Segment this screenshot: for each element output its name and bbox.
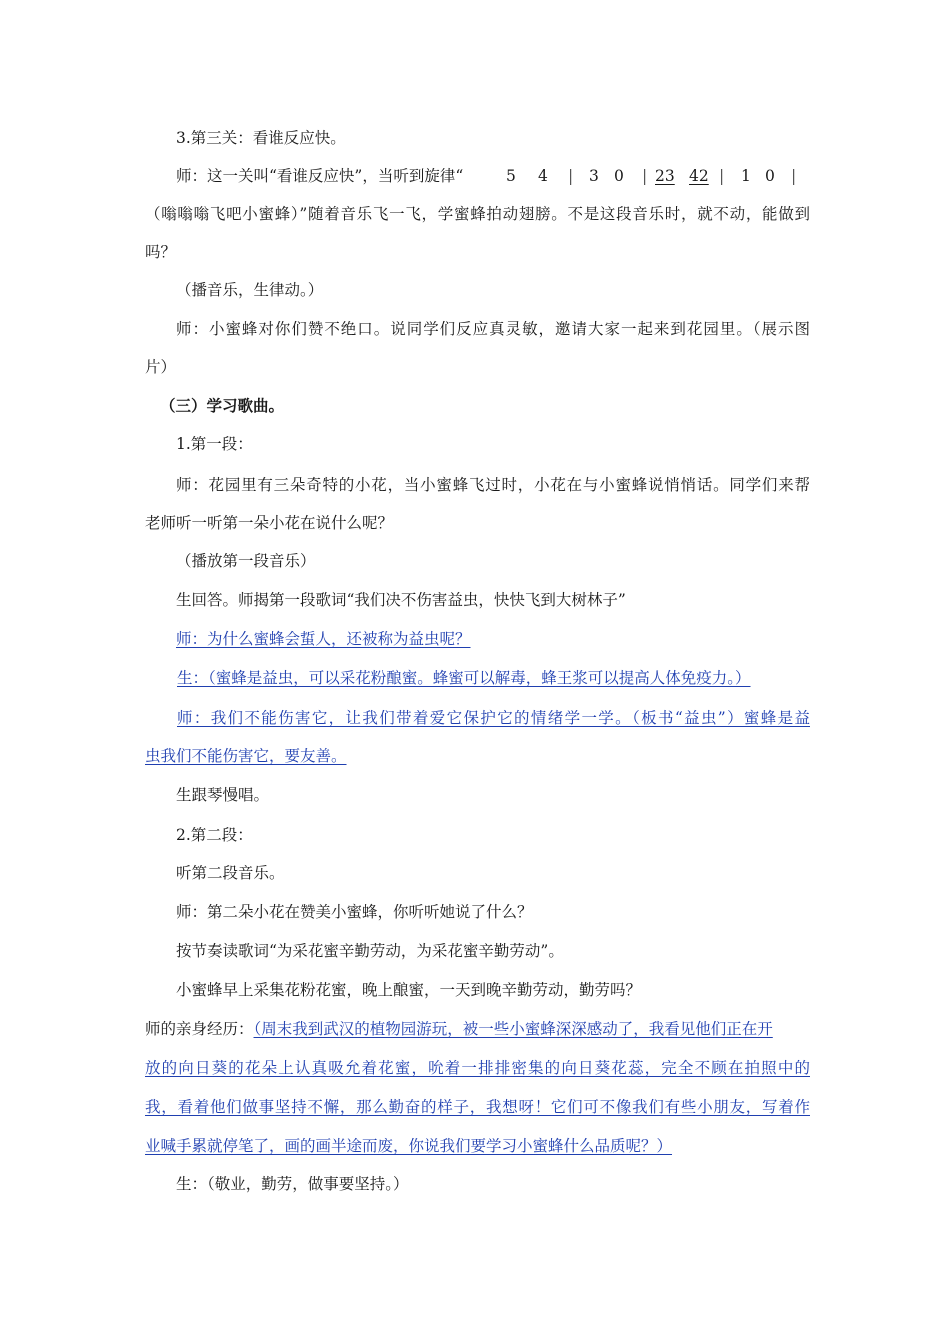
section-heading: （三）学习歌曲。 (160, 396, 285, 415)
paragraph-line: 生跟琴慢唱。 (176, 786, 270, 804)
highlighted-line: 我，看着他们做事坚持不懈，那么勤奋的样子，我想呀！它们可不像我们有些小朋友，写着作 (145, 1098, 810, 1116)
highlighted-line: 师：为什么蜜蜂会蜇人，还被称为益虫呢？ (176, 630, 471, 648)
paragraph-teacher-intro: 师：这一关叫“看谁反应快”，当听到旋律“ (176, 167, 464, 185)
paragraph-line: 小蜜蜂早上采集花粉花蜜，晚上酿蜜，一天到晚辛勤劳动，勤劳吗？ (176, 981, 642, 999)
paragraph-line: 师：第二朵小花在赞美小蜜蜂，你听听她说了什么？ (176, 903, 533, 921)
paragraph-line: 片） (145, 358, 177, 376)
paragraph-line: （嗡嗡嗡飞吧小蜜蜂）”随着音乐飞一飞，学蜜蜂拍动翅膀。不是这段音乐时，就不动，能做到 (145, 205, 810, 223)
highlighted-line: 生：（蜜蜂是益虫，可以采花粉酿蜜。蜂蜜可以解毒，蜂王浆可以提高人体免疫力。） (177, 669, 751, 687)
paragraph-line: （播音乐，生律动。） (176, 281, 324, 299)
highlighted-line: 师：我们不能伤害它，让我们带着爱它保护它的情绪学一学。（板书“益虫”）蜜蜂是益 (177, 709, 810, 727)
bar-line: | (568, 167, 574, 185)
note: 1 (741, 167, 751, 185)
paragraph-line: 听第二段音乐。 (176, 864, 285, 882)
experience-label: 师的亲身经历： (145, 1020, 254, 1038)
highlighted-line: 放的向日葵的花朵上认真吸允着花蜜，吮着一排排密集的向日葵花蕊，完全不顾在拍照中的 (145, 1059, 810, 1077)
paragraph-line: 吗？ (145, 243, 177, 261)
note: 0 (765, 167, 775, 185)
paragraph-line: 生回答。师揭第一段歌词“我们决不伤害益虫，快快飞到大树林子” (176, 591, 626, 609)
bar-line: | (719, 167, 725, 185)
bar-line: | (791, 167, 797, 185)
paragraph-line: （播放第一段音乐） (176, 552, 316, 570)
highlighted-text: （周末我到武汉的植物园游玩，被一些小蜜蜂深深感动了，我看见他们正在开 (253, 1020, 773, 1038)
paragraph-line: 师：花园里有三朵奇特的小花，当小蜜蜂飞过时，小花在与小蜜蜂说悄悄话。同学们来帮 (176, 476, 810, 494)
subsection-heading: 1.第一段： (176, 435, 253, 453)
note: 3 (589, 167, 599, 185)
paragraph-line: 按节奏读歌词“为采花蜜辛勤劳动，为采花蜜辛勤劳动”。 (176, 942, 564, 960)
subsection-heading: 2.第二段： (176, 826, 253, 844)
section-heading-level3: 3.第三关：看谁反应快。 (176, 129, 346, 147)
note: 4 (538, 167, 548, 185)
note-underlined: 23 (655, 167, 675, 185)
note-underlined: 42 (689, 167, 709, 185)
paragraph-line: 生：（敬业，勤劳，做事要坚持。） (176, 1175, 409, 1193)
highlighted-line: 虫我们不能伤害它，要友善。 (145, 747, 347, 765)
paragraph-line: 师：小蜜蜂对你们赞不绝口。说同学们反应真灵敏，邀请大家一起来到花园里。（展示图 (176, 320, 810, 338)
note: 0 (614, 167, 624, 185)
paragraph-line (145, 1018, 810, 1040)
highlighted-line: 业喊手累就停笔了，画的画半途而废，你说我们要学习小蜜蜂什么品质呢？） (145, 1137, 673, 1155)
paragraph-line: 老师听一听第一朵小花在说什么呢？ (145, 514, 394, 532)
note: 5 (506, 167, 516, 185)
bar-line: | (642, 167, 648, 185)
